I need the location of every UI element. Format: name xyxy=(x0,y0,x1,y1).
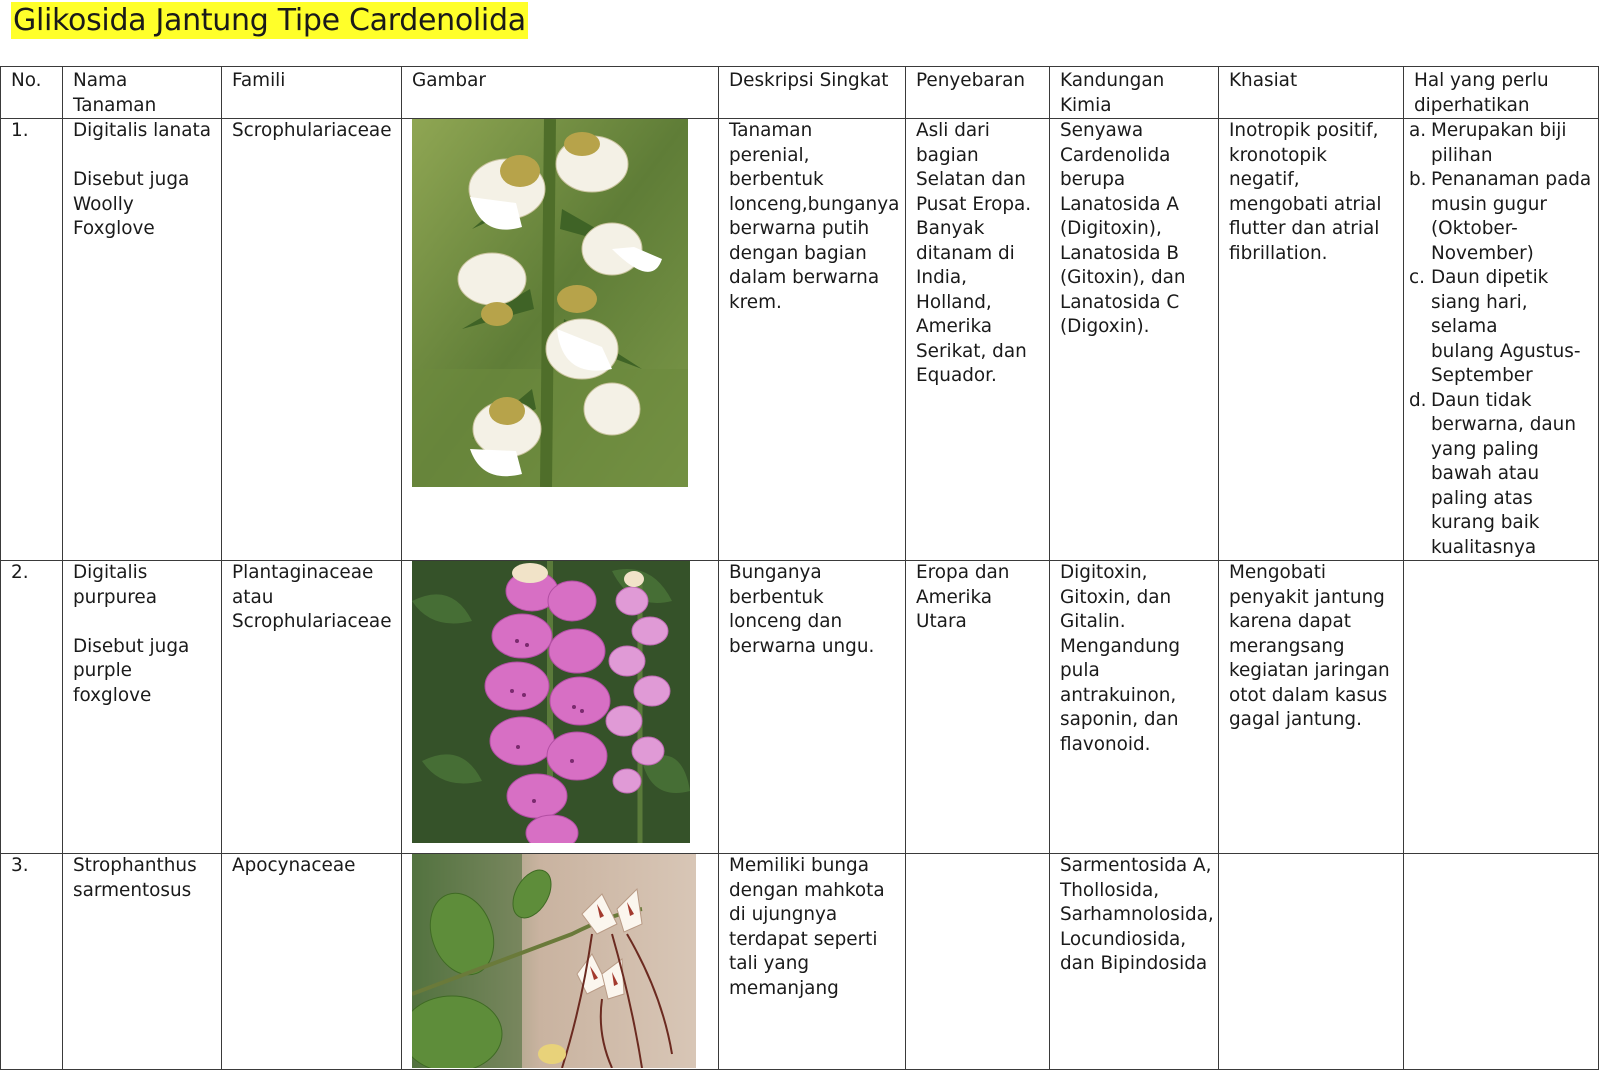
cell-nama: Digitalis purpurea Disebut juga purple foxglove xyxy=(63,561,222,854)
cell-kandungan: Sarmentosida A, Thollosida, Sarhamnolosida, Locundiosida, dan Bipindosida xyxy=(1050,854,1219,1070)
strophanthus-flower-photo xyxy=(412,854,696,1068)
list-item: c. Daun dipetik siang hari, selama bulang Agustus- September xyxy=(1409,267,1581,386)
list-item: a. Merupakan biji pilihan xyxy=(1409,120,1567,166)
header-deskripsi: Deskripsi Singkat xyxy=(719,67,906,119)
cell-nama: Strophanthus sarmentosus xyxy=(63,854,222,1070)
cell-deskripsi: Tanaman perenial, berbentuk lonceng,bunganya berwarna putih dengan bagian dalam berwarna krem. xyxy=(719,119,906,561)
list-item: b. Penanaman pada musin gugur (Oktober- November) xyxy=(1409,169,1592,264)
table-row xyxy=(1,561,1599,854)
purple-foxglove-photo xyxy=(412,561,690,849)
cardenolide-table xyxy=(0,66,1599,1070)
cell-hal xyxy=(1404,119,1599,561)
header-famili: Famili xyxy=(222,67,402,119)
cell-penyebaran xyxy=(906,854,1050,1070)
cell-hal xyxy=(1404,561,1599,854)
header-no: No. xyxy=(1,67,63,119)
header-khasiat: Khasiat xyxy=(1219,67,1404,119)
cell-no: 3. xyxy=(1,854,63,1070)
cell-famili: Plantaginaceae atau Scrophulariaceae xyxy=(222,561,402,854)
cell-kandungan: Senyawa Cardenolida berupa Lanatosida A (Digitoxin), Lanatosida B (Gitoxin), dan Lanatosida C (Digoxin). xyxy=(1050,119,1219,561)
header-kandungan: Kandungan Kimia xyxy=(1050,67,1219,119)
cell-penyebaran: Eropa dan Amerika Utara xyxy=(906,561,1050,854)
header-gambar: Gambar xyxy=(402,67,719,119)
cell-famili: Scrophulariaceae xyxy=(222,119,402,561)
cell-hal xyxy=(1404,854,1599,1070)
page-title: Glikosida Jantung Tipe Cardenolida xyxy=(13,3,526,38)
cell-famili: Apocynaceae xyxy=(222,854,402,1070)
cell-penyebaran: Asli dari bagian Selatan dan Pusat Eropa. Banyak ditanam di India, Holland, Amerika Serikat, dan Equador. xyxy=(906,119,1050,561)
header-penyebaran: Penyebaran xyxy=(906,67,1050,119)
cell-khasiat xyxy=(1219,854,1404,1070)
cell-deskripsi: Bunganya berbentuk lonceng dan berwarna ungu. xyxy=(719,561,906,854)
cell-gambar xyxy=(402,561,719,854)
table-row xyxy=(1,854,1599,1070)
cell-nama: Digitalis lanata Disebut juga Woolly Foxglove xyxy=(63,119,222,561)
table-header-row xyxy=(1,67,1599,119)
table-row xyxy=(1,119,1599,561)
header-hal: Hal yang perlu diperhatikan xyxy=(1404,67,1599,119)
cell-no: 1. xyxy=(1,119,63,561)
cell-gambar xyxy=(402,854,719,1070)
cell-gambar xyxy=(402,119,719,561)
cell-no: 2. xyxy=(1,561,63,854)
notes-list xyxy=(1407,119,1592,560)
header-nama-tanaman: Nama Tanaman xyxy=(63,67,222,119)
cell-khasiat: Inotropik positif, kronotopik negatif, mengobati atrial flutter dan atrial fibrillation. xyxy=(1219,119,1404,561)
cell-deskripsi: Memiliki bunga dengan mahkota di ujungnya terdapat seperti tali yang memanjang xyxy=(719,854,906,1070)
cell-khasiat: Mengobati penyakit jantung karena dapat merangsang kegiatan jaringan otot dalam kasus gagal jantung. xyxy=(1219,561,1404,854)
list-item: d. Daun tidak berwarna, daun yang paling bawah atau paling atas kurang baik kualitasnya xyxy=(1409,389,1576,558)
woolly-foxglove-photo xyxy=(412,119,688,487)
cell-kandungan: Digitoxin, Gitoxin, dan Gitalin. Mengandung pula antrakuinon, saponin, dan flavonoid. xyxy=(1050,561,1219,854)
